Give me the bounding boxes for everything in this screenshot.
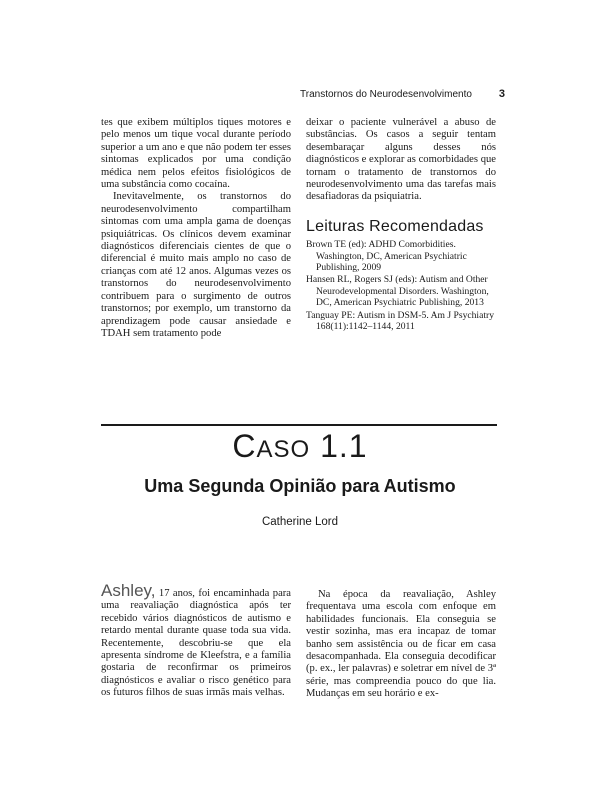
top-left-column xyxy=(101,117,291,340)
running-head xyxy=(300,88,505,100)
reference-list xyxy=(306,239,496,332)
paragraph: tes que exibem múltiplos tiques motores e pelo menos um tique vocal durante período superior a um ano e que não podem ter esses sintomas explicados por uma condição médica nem pelos efeitos fisiológicos de uma substância como cocaína. xyxy=(101,117,291,191)
case-title: Uma Segunda Opinião para Autismo xyxy=(144,476,456,496)
running-title: Transtornos do Neurodesenvolvimento xyxy=(300,89,472,100)
bottom-right-column xyxy=(306,589,496,701)
bottom-left-column xyxy=(101,581,291,700)
paragraph-text: 17 anos, foi encaminhada para uma reavaliação diagnóstica após ter recebido vários diagnósticos de autismo e retardo mental durante quase toda sua vida. Recentemente, descobriu-se que ela apresenta síndrome de Kleefstra, e a família gostaria de reconfirmar os primeiros diagnósticos e avaliar o risco genético para os futuros filhos de suas irmãs mais velhas. xyxy=(101,588,291,699)
recommended-readings-heading: Leituras Recomendadas xyxy=(306,217,484,235)
lead-word: Ashley, xyxy=(101,581,156,600)
top-right-column xyxy=(306,117,496,334)
case-label-rest: ASO xyxy=(256,436,311,463)
page-number: 3 xyxy=(498,88,505,100)
paragraph: Na época da reavaliação, Ashley frequentava uma escola com enfoque em habilidades funcionais. Ela conseguia se vestir sozinha, mas era incapaz de tomar banho sem assistência ou de ficar em casa desacompanhada. Ela conseguia decodificar (p. ex., ler palavras) e soletrar em nível de 3ª série, mas compreendia pouco do que lia. Mudanças em seu horário e ex- xyxy=(306,589,496,700)
paragraph: Inevitavelmente, os transtornos do neurodesenvolvimento compartilham sintomas com uma ampla gama de doenças psiquiátricas. Os clínicos devem examinar diagnósticos diferenciais cientes de que o diferencial é muito mais amplo no caso de crianças com até 12 anos. Algumas vezes os transtornos do neurodesenvolvimento contribuem para o surgimento de outros transtornos; por exemplo, um transtorno da aprendizagem pode causar ansiedade e TDAH sem tratamento pode xyxy=(101,191,291,339)
case-label-initial: C xyxy=(232,428,257,464)
reference-item: Hansen RL, Rogers SJ (eds): Autism and Other Neurodevelopmental Disorders. Washington, DC, American Psychiatric Publishing, 2013 xyxy=(306,274,489,309)
case-number: 1.1 xyxy=(320,428,368,464)
reference-item: Brown TE (ed): ADHD Comorbidities. Washington, DC, American Psychiatric Publishing, 2009 xyxy=(306,239,467,274)
case-label xyxy=(0,428,600,465)
section-divider xyxy=(101,424,497,426)
paragraph: deixar o paciente vulnerável a abuso de substâncias. Os casos a seguir tentam desembaraçar alguns desses nós diagnósticos e explorar as comorbidades que tornam o tratamento de transtornos do neurodesenvolvimento uma das tarefas mais desafiadoras da psiquiatria. xyxy=(306,117,496,203)
paragraph xyxy=(101,581,291,700)
reference-item: Tanguay PE: Autism in DSM-5. Am J Psychiatry 168(11):1142–1144, 2011 xyxy=(306,309,495,333)
case-author: Catherine Lord xyxy=(261,516,339,528)
